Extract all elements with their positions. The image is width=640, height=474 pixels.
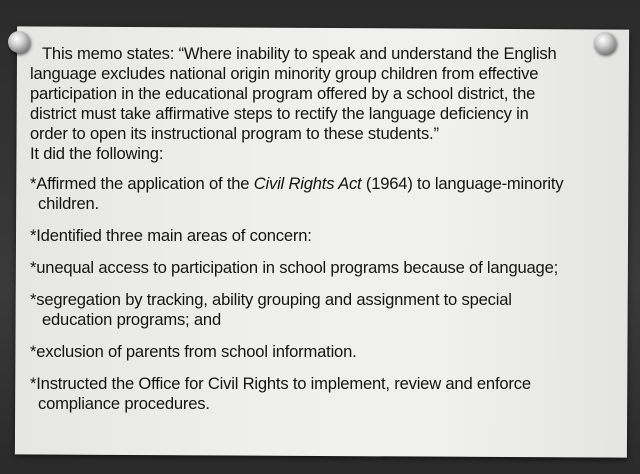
memo-quote-line-2: language excludes national origin minority group children from effective xyxy=(30,64,539,83)
bullet-segregation-continuation: education programs; and xyxy=(42,310,221,329)
memo-quote-line-5: order to open its instructional program to these students.” xyxy=(30,124,439,143)
bullet-affirmed-prefix: *Affirmed the application of the xyxy=(30,174,254,193)
bullet-exclusion xyxy=(30,342,610,362)
bullet-affirmed xyxy=(30,174,610,214)
thumbtack-left-icon xyxy=(8,31,30,53)
bullet-segregation-text: *segregation by tracking, ability grouping and assignment to special xyxy=(30,290,512,309)
bullet-affirmed-continuation: children. xyxy=(38,194,99,213)
bullet-exclusion-text: *exclusion of parents from school information. xyxy=(30,342,357,361)
memo-quote-line-4: district must take affirmative steps to rectify the language deficiency in xyxy=(30,104,529,123)
bullet-instructed-text: *Instructed the Office for Civil Rights to implement, review and enforce xyxy=(30,374,531,393)
bullet-segregation xyxy=(30,290,610,330)
bullet-instructed xyxy=(30,374,610,414)
bullet-identified-text: *Identified three main areas of concern: xyxy=(30,226,312,245)
memo-quote-line-1: This memo states: “Where inability to speak and understand the English xyxy=(42,44,557,63)
bullet-identified xyxy=(30,226,610,246)
memo-quote-line-3: participation in the educational program offered by a school district, the xyxy=(30,84,536,103)
bullet-instructed-continuation: compliance procedures. xyxy=(38,394,210,413)
memo-text xyxy=(30,44,610,414)
bullet-unequal-access-text: *unequal access to participation in school programs because of language; xyxy=(30,258,559,277)
bullet-affirmed-suffix: (1964) to language-minority xyxy=(361,174,564,193)
lead-in: It did the following: xyxy=(30,144,164,163)
bullet-unequal-access xyxy=(30,258,610,278)
bullet-affirmed-italic: Civil Rights Act xyxy=(253,174,362,193)
